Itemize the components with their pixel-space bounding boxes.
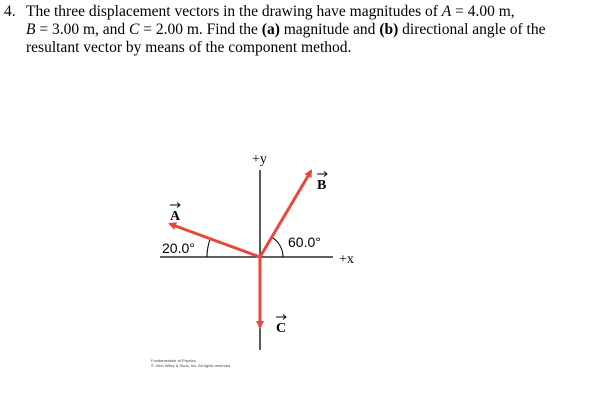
part-a-label: (a) <box>261 21 280 38</box>
angle-A-label: 20.0° <box>162 240 195 256</box>
problem-line2-end: directional angle of the <box>398 21 546 38</box>
problem-line3: resultant vector by means of the component method. <box>26 39 352 56</box>
vector-C-overarrow <box>276 315 286 320</box>
magnitude-C-symbol: C <box>129 21 140 38</box>
svg-text:C: C <box>276 321 287 336</box>
part-b-label: (b) <box>379 21 399 38</box>
figure-credit-line2: © John Wiley & Sons, Inc. All rights reserved. <box>151 363 232 368</box>
magnitude-C-value: = 2.00 m. Find the <box>139 21 262 38</box>
magnitude-A-value: = 4.00 m, <box>451 3 515 20</box>
problem-number: 4. <box>4 3 16 20</box>
svg-text:A: A <box>170 209 181 224</box>
vector-B-overarrow <box>317 172 327 177</box>
vector-A-overarrow <box>170 203 180 208</box>
x-axis-label: +x <box>339 252 354 267</box>
angle-arc-A <box>207 239 210 257</box>
svg-text:B: B <box>317 178 327 193</box>
y-axis-label: +y <box>252 152 267 167</box>
magnitude-B-value: = 3.00 m, and <box>35 21 130 38</box>
magnitude-B-symbol: B <box>26 21 36 38</box>
vector-A-label <box>170 203 181 225</box>
problem-line1-pre: The three displacement vectors in the drawing have magnitudes of <box>26 3 442 20</box>
angle-B-label: 60.0° <box>288 234 321 250</box>
problem-line2-mid: magnitude and <box>279 21 380 38</box>
angle-arc-B <box>272 237 284 257</box>
magnitude-A-symbol: A <box>441 3 452 20</box>
figure-credit-line1: Fundamentals of Physics <box>151 358 196 363</box>
vector-C-label <box>276 315 286 337</box>
vector-B-label <box>317 172 327 194</box>
